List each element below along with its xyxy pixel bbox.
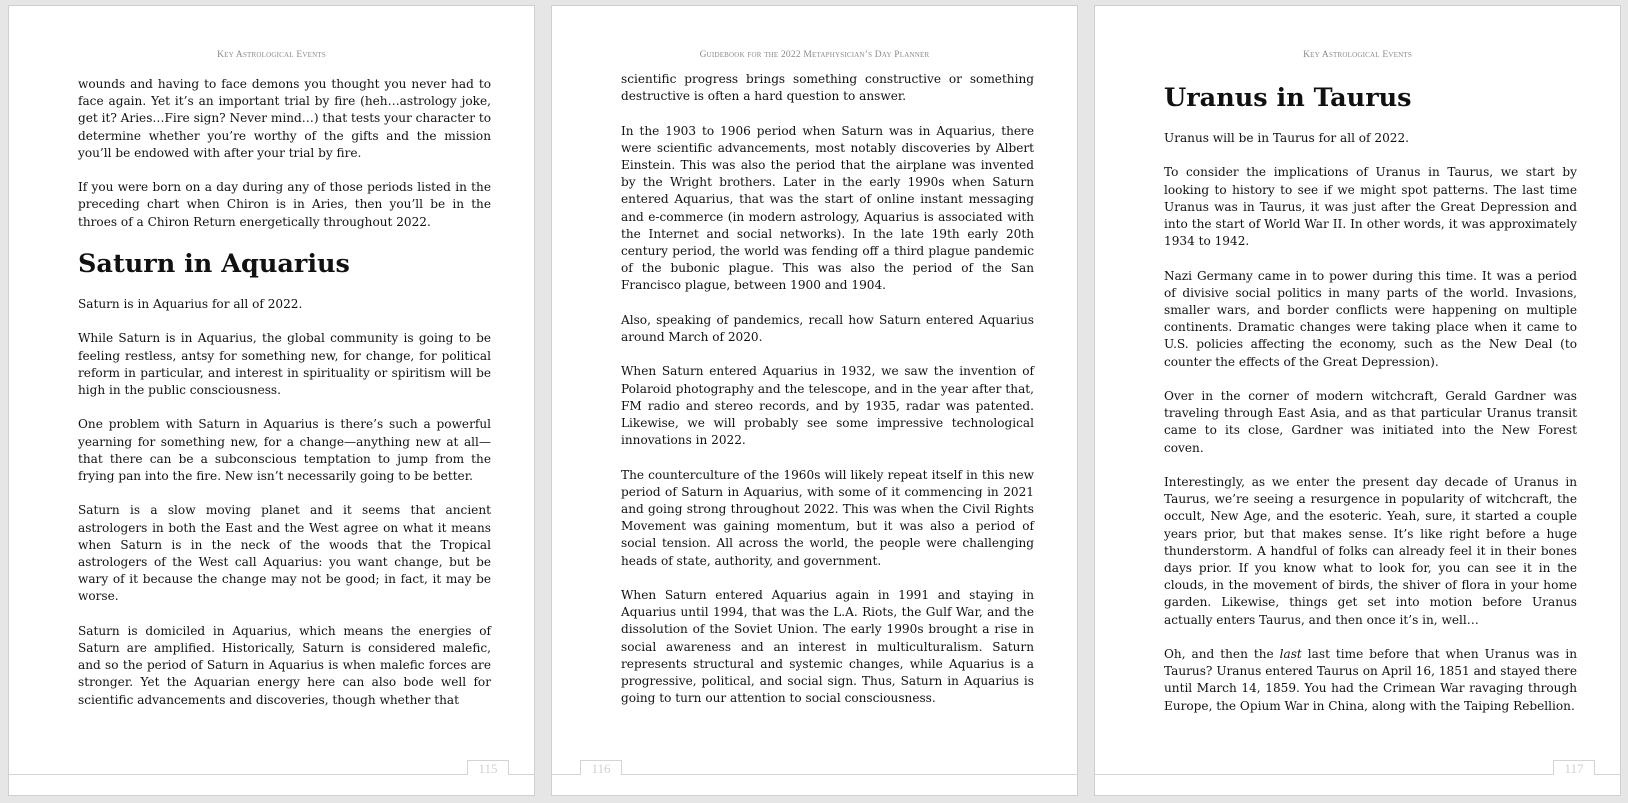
paragraph: scientific progress brings something constructive or something destructive is often a hard question to answer. — [621, 72, 1034, 104]
footer-divider — [552, 774, 1077, 775]
footer-divider — [9, 774, 534, 775]
page-number: 115 — [467, 760, 509, 775]
section-heading: Uranus in Taurus — [1164, 83, 1412, 113]
paragraph: Nazi Germany came in to power during this time. It was a period of divisive social politics in many parts of the world. Invasions, smaller wars, and border conflicts were happening on multiple continents. Dramatic changes were taking place when it came to U.S. policies affecting the economy, such as the New Deal (to counter the effects of the Great Depression). — [1164, 268, 1577, 369]
running-header: Key Astrological Events — [1303, 50, 1412, 60]
document-page-117 — [1094, 5, 1621, 796]
paragraph: When Saturn entered Aquarius in 1932, we saw the invention of Polaroid photography and the telescope, and in the year after that, FM radio and stereo records, and by 1935, radar was patented. Likewise, we will probably see some impressive technological innovations in 2022. — [621, 364, 1034, 448]
document-page-115 — [8, 5, 535, 796]
paragraph: To consider the implications of Uranus in Taurus, we start by looking to history to see if we might spot patterns. The last time Uranus was in Taurus, it was just after the Great Depression and into the start of World War II. In other words, it was approximately 1934 to 1942. — [1164, 165, 1577, 249]
paragraph — [1164, 646, 1577, 715]
running-header: Guidebook for the 2022 Metaphysician’s Day Planner — [699, 50, 930, 60]
paragraph: Also, speaking of pandemics, recall how Saturn entered Aquarius around March of 2020. — [621, 312, 1034, 345]
paragraph: If you were born on a day during any of those periods listed in the preceding chart when Chiron is in Aries, then you’ll be in the throes of a Chiron Return energetically throughout 2022. — [78, 180, 491, 229]
paragraph: wounds and having to face demons you thought you never had to face again. Yet it’s an important trial by fire (heh…astrology joke, get it? Aries…Fire sign? Never mind…) that tests your character to determine whether you’re worthy of the gifts and the mission you’ll be endowed with after your trial by fire. — [78, 77, 491, 160]
document-page-116 — [551, 5, 1078, 796]
paragraph: Interestingly, as we enter the present day decade of Uranus in Taurus, we’re seeing a resurgence in popularity of witchcraft, the occult, New Age, and the esoteric. Yeah, sure, it started a couple years prior, but that makes sense. It’s like right before a huge thunderstorm. A handful of folks can already feel it in their bones days prior. If you know what to look for, you can see it in the clouds, in the movement of birds, the shiver of flora in your home garden. Likewise, things get set into motion before Uranus actually enters Taurus, and then once it’s in, well… — [1164, 475, 1577, 627]
page-body — [78, 76, 491, 709]
paragraph: Uranus will be in Taurus for all of 2022. — [1164, 131, 1409, 145]
paragraph: Saturn is in Aquarius for all of 2022. — [78, 297, 303, 311]
paragraph: When Saturn entered Aquarius again in 1991 and staying in Aquarius until 1994, that was the L.A. Riots, the Gulf War, and the dissolution of the Soviet Union. The early 1990s brought a rise in social awareness and an interest in multiculturalism. Saturn represents structural and systemic changes, while Aquarius is a progressive, political, and social sign. Thus, Saturn in Aquarius is going to turn our attention to social consciousness. — [621, 588, 1034, 706]
text-run: Oh, and then the — [1164, 647, 1280, 662]
text-run: last time before that when Uranus was in Taurus? Uranus entered Taurus on April 16, 1851 and stayed there until March 14, 1859. You had the Crimean War ravaging through Europe, the Opium War in China, along with the Taiping Rebellion. — [1164, 647, 1577, 713]
page-body — [621, 71, 1034, 707]
running-header: Key Astrological Events — [217, 50, 326, 60]
paragraph: Saturn is domiciled in Aquarius, which means the energies of Saturn are amplified. Historically, Saturn is considered malefic, and so the period of Saturn in Aquarius is when malefic forces are stronger. Yet the Aquarian energy here can also bode well for scientific advancements and discoveries, though whether that — [78, 623, 491, 707]
page-number: 116 — [580, 760, 622, 775]
paragraph: One problem with Saturn in Aquarius is there’s such a powerful yearning for something new, for a change—anything new at all—that there can be a subconscious temptation to jump from the frying pan into the fire. New isn’t necessarily going to be better. — [78, 417, 491, 483]
paragraph: Over in the corner of modern witchcraft, Gerald Gardner was traveling through East Asia, and as that particular Uranus transit came to its close, Gardner was initiated into the New Forest coven. — [1164, 389, 1577, 455]
emphasis-text: last — [1279, 647, 1302, 662]
footer-divider — [1095, 774, 1620, 775]
paragraph: Saturn is a slow moving planet and it seems that ancient astrologers in both the East and the West agree on what it means when Saturn is in the neck of the woods that the Tropical astrologers of the West call Aquarius: you want change, but be wary of it because the change may not be good; in fact, it may be worse. — [78, 503, 491, 604]
section-heading: Saturn in Aquarius — [78, 249, 350, 279]
paragraph: While Saturn is in Aquarius, the global community is going to be feeling restless, antsy for something new, for change, for political reform in particular, and interest in spirituality or spiritism will be high in the public consciousness. — [78, 331, 491, 397]
paragraph: In the 1903 to 1906 period when Saturn was in Aquarius, there were scientific advancements, most notably discoveries by Albert Einstein. This was also the period that the airplane was invented by the Wright brothers. Later in the early 1990s when Saturn entered Aquarius, that was the start of online instant messaging and e-commerce (in modern astrology, Aquarius is associated with the Internet and social networks). In the late 19th early 20th century period, the world was fending off a third plague pandemic of the bubonic plague. This was also the period of the San Francisco plague, between 1900 and 1904. — [621, 123, 1034, 293]
paragraph: The counterculture of the 1960s will likely repeat itself in this new period of Saturn in Aquarius, with some of it commencing in 2021 and going strong throughout 2022. This was when the Civil Rights Movement was gaining momentum, but it was also a period of social tension. All across the world, the people were challenging heads of state, authority, and government. — [621, 467, 1034, 568]
page-body — [1164, 82, 1577, 715]
page-number: 117 — [1553, 760, 1595, 775]
